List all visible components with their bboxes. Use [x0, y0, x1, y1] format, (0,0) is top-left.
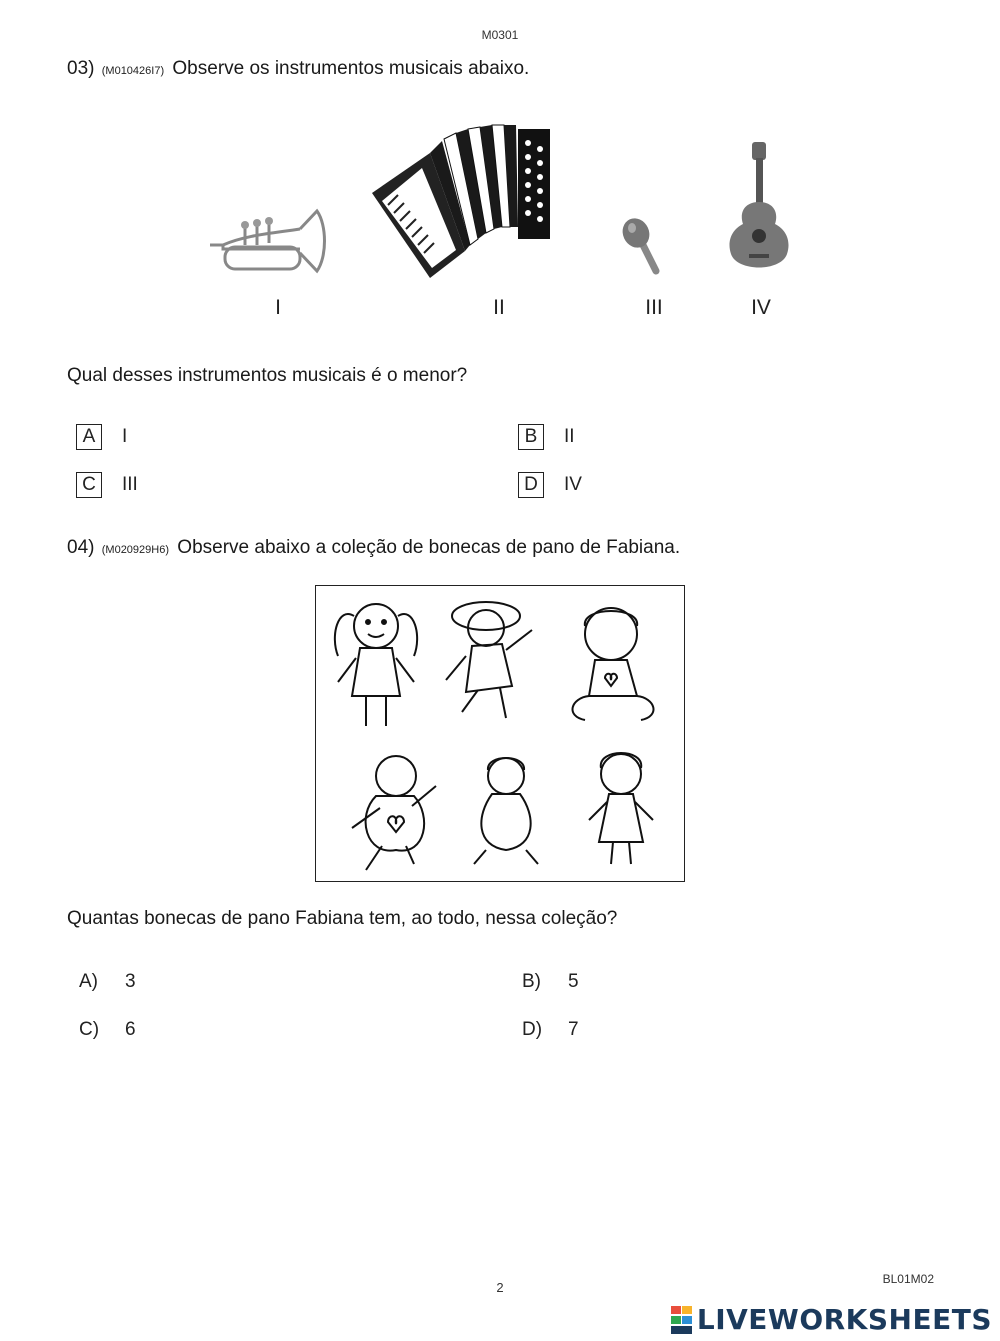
option-letter-box: C: [76, 472, 102, 498]
option-letter: A): [79, 971, 98, 992]
accordion-icon: [370, 123, 552, 280]
question-3-option-d[interactable]: [518, 472, 582, 498]
question-3-option-c[interactable]: [76, 472, 138, 498]
question-3-option-a[interactable]: [76, 424, 127, 450]
doll-5-icon: [474, 758, 538, 864]
question-4-text: Observe abaixo a coleção de bonecas de pano de Fabiana.: [177, 537, 681, 558]
doll-4-icon: [352, 756, 436, 870]
liveworksheets-logo[interactable]: [671, 1303, 992, 1336]
option-text: IV: [564, 474, 582, 495]
doll-2-icon: [446, 602, 532, 718]
question-4-option-c[interactable]: [79, 1019, 136, 1041]
option-text: 3: [125, 971, 136, 992]
option-text: 7: [568, 1019, 579, 1040]
question-4-prompt: Quantas bonecas de pano Fabiana tem, ao todo, nessa coleção?: [67, 908, 618, 929]
question-3-code: (M010426I7): [101, 65, 165, 77]
lws-logo-icon: [671, 1306, 693, 1334]
option-text: I: [122, 426, 128, 447]
question-3-text: Observe os instrumentos musicais abaixo.: [172, 58, 530, 79]
question-4-number: 04): [67, 537, 95, 558]
question-4-heading: [67, 537, 680, 559]
dolls-drawing: [316, 586, 683, 880]
maraca-icon: [620, 215, 662, 277]
question-3-heading: [67, 58, 529, 80]
doll-1-icon: [335, 604, 417, 726]
option-letter-box: A: [76, 424, 102, 450]
option-letter-box: B: [518, 424, 544, 450]
page-number: 2: [496, 1280, 504, 1295]
option-letter: C): [79, 1019, 100, 1040]
option-text: 5: [568, 971, 579, 992]
question-3-prompt: Qual desses instrumentos musicais é o menor?: [67, 365, 468, 386]
instrument-label-3: III: [645, 296, 663, 319]
option-text: 6: [125, 1019, 136, 1040]
option-text: III: [122, 474, 138, 495]
question-4-option-b[interactable]: [522, 971, 579, 993]
instrument-label-4: IV: [751, 296, 771, 319]
page-header-code: M0301: [481, 28, 519, 42]
guitar-icon: [725, 142, 795, 277]
question-4-option-d[interactable]: [522, 1019, 579, 1041]
instrument-label-2: II: [493, 296, 505, 319]
footer-code: BL01M02: [882, 1272, 934, 1286]
option-letter: D): [522, 1019, 543, 1040]
option-letter-box: D: [518, 472, 544, 498]
doll-3-icon: [573, 608, 654, 720]
question-3-option-b[interactable]: [518, 424, 575, 450]
question-3-number: 03): [67, 58, 95, 79]
instrument-label-1: I: [275, 296, 281, 319]
option-letter: B): [522, 971, 541, 992]
option-text: II: [564, 426, 575, 447]
brand-name: LIVEWORKSHEETS: [696, 1303, 992, 1336]
rag-dolls-illustration: [315, 585, 685, 882]
question-4-code: (M020929H6): [101, 544, 170, 556]
trumpet-icon: [205, 205, 330, 275]
question-4-option-a[interactable]: [79, 971, 136, 993]
doll-6-icon: [589, 753, 653, 864]
